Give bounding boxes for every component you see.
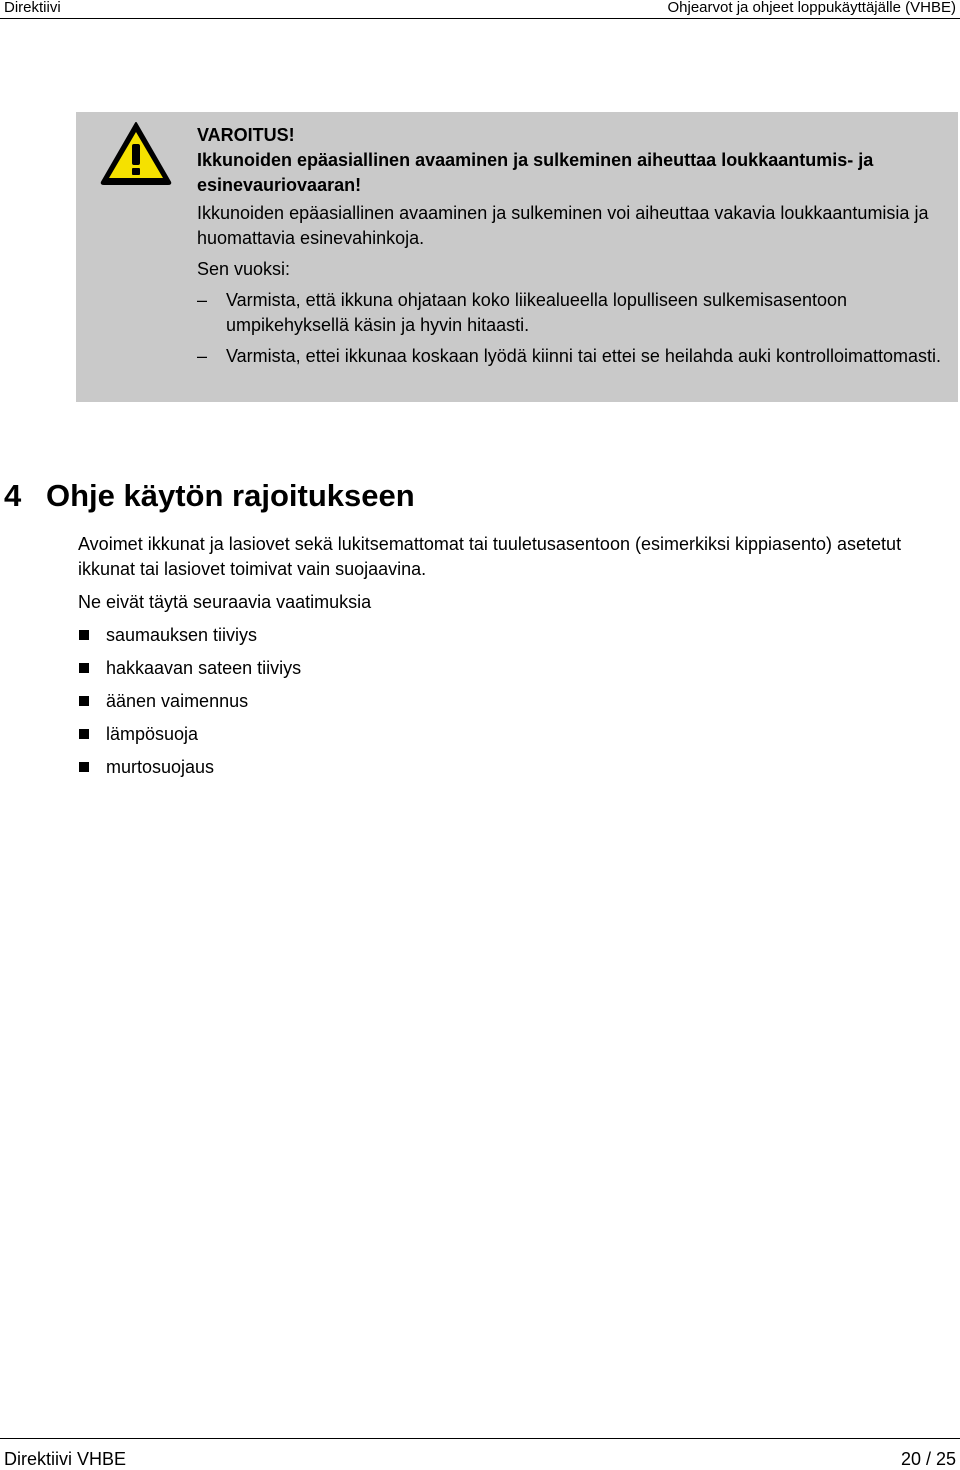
section-paragraph: Avoimet ikkunat ja lasiovet sekä lukitsemattomat tai tuuletusasentoon (esimerkiksi kippiasento) asetetut ikkunat tai lasiovet toimivat vain suojaavina. [78, 534, 902, 579]
warning-title: VAROITUS! [197, 125, 295, 145]
page-number: 20 / 25 [900, 1449, 956, 1469]
list-item [197, 288, 947, 338]
footer-left-text: Direktiivi VHBE [4, 1449, 127, 1469]
warning-subtitle: Ikkunoiden epäasiallinen avaaminen ja sulkeminen aiheuttaa loukkaantumis- ja esinevauriovaaran! [197, 150, 874, 195]
warning-content [197, 123, 947, 375]
warning-reason: Sen vuoksi: [197, 259, 291, 279]
page-footer [0, 1438, 960, 1469]
list-item [197, 344, 947, 369]
list-item-text: Varmista, että ikkuna ohjataan koko liikealueella lopulliseen sulkemisasentoon umpikehyksellä käsin ja hyvin hitaasti. [226, 290, 848, 335]
list-item [78, 656, 938, 681]
warning-description: Ikkunoiden epäasiallinen avaaminen ja sulkeminen voi aiheuttaa vakavia loukkaantumisia ja huomattavia esinevahinkoja. [197, 203, 929, 248]
warning-box [76, 112, 958, 402]
square-bullet-icon [79, 696, 89, 706]
list-item-text: murtosuojaus [106, 757, 215, 777]
list-item-text: Varmista, ettei ikkunaa koskaan lyödä kiinni tai ettei se heilahda auki kontrolloimattomasti. [226, 346, 942, 366]
square-bullet-icon [79, 762, 89, 772]
requirements-list [78, 623, 938, 780]
dash-bullet-icon: – [197, 290, 208, 310]
section-number: 4 [4, 478, 22, 513]
list-item-text: lämpösuoja [106, 724, 199, 744]
page-header [0, 0, 960, 19]
list-item [78, 722, 938, 747]
square-bullet-icon [79, 630, 89, 640]
header-right-text: Ohjearvot ja ohjeet loppukäyttäjälle (VHBE) [667, 0, 956, 16]
list-item-text: äänen vaimennus [106, 691, 249, 711]
list-item [78, 689, 938, 714]
section-title: Ohje käytön rajoitukseen [46, 478, 415, 513]
section-body [78, 532, 938, 788]
section-heading [4, 477, 415, 515]
warning-instructions-list [197, 288, 947, 369]
list-item-text: saumauksen tiiviys [106, 625, 258, 645]
dash-bullet-icon: – [197, 346, 208, 366]
list-item [78, 623, 938, 648]
list-intro: Ne eivät täytä seuraavia vaatimuksia [78, 592, 372, 612]
list-item-text: hakkaavan sateen tiiviys [106, 658, 302, 678]
square-bullet-icon [79, 663, 89, 673]
list-item [78, 755, 938, 780]
header-left-text: Direktiivi [4, 0, 61, 16]
warning-triangle-icon [100, 120, 172, 186]
square-bullet-icon [79, 729, 89, 739]
